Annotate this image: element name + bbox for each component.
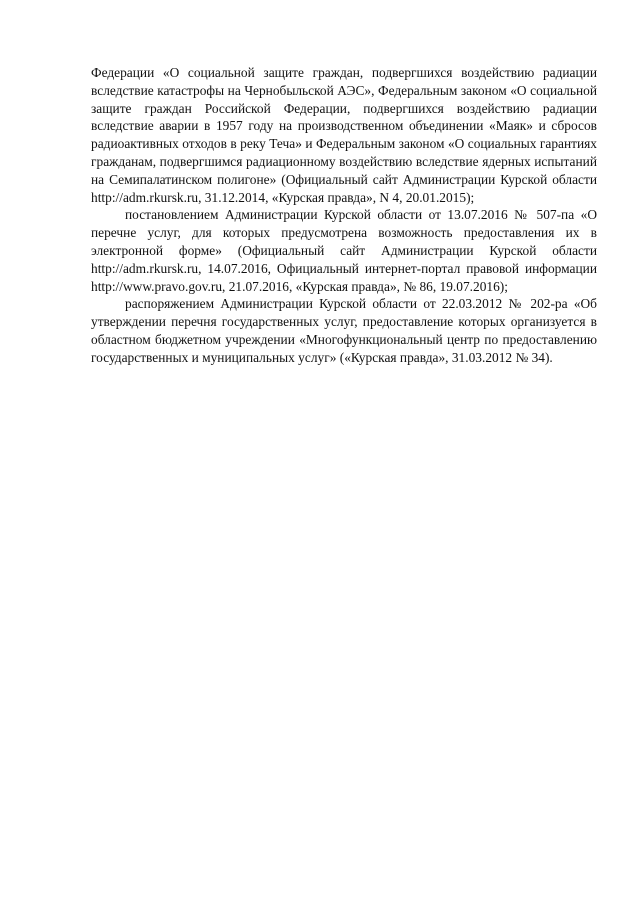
paragraph-rasporyazhenie-202-ra: распоряжением Администрации Курской области от 22.03.2012 № 202-ра «Об утверждении перечня государственных услуг, предоставление которых организуется в областном бюджетном учреждении «Многофункциональный центр по предоставлению государственных и муниципальных услуг» («Курская правда», 31.03.2012 № 34).: [91, 296, 597, 365]
paragraph-postanovlenie-507-pa: постановлением Администрации Курской области от 13.07.2016 № 507-па «О перечне услуг, для которых предусмотрена возможность предоставления их в электронной форме» (Официальный сайт Администрации Курской области http://adm.rkursk.ru, 14.07.2016, Официальный интернет-портал правовой информации http://www.pravo.gov.ru, 21.07.2016, «Курская правда», № 86, 19.07.2016);: [91, 207, 597, 294]
document-body: [91, 64, 597, 367]
paragraph-federal-laws-continuation: Федерации «О социальной защите граждан, подвергшихся воздействию радиации вследствие катастрофы на Чернобыльской АЭС», Федеральным законом «О социальной защите граждан Российской Федерации, подвергшихся воздействию радиации вследствие аварии в 1957 году на производственном объединении «Маяк» и сбросов радиоактивных отходов в реку Теча» и Федеральным законом «О социальных гарантиях гражданам, подвергшимся радиационному воздействию вследствие ядерных испытаний на Семипалатинском полигоне» (Официальный сайт Администрации Курской области http://adm.rkursk.ru, 31.12.2014, «Курская правда», N 4, 20.01.2015);: [91, 65, 597, 205]
